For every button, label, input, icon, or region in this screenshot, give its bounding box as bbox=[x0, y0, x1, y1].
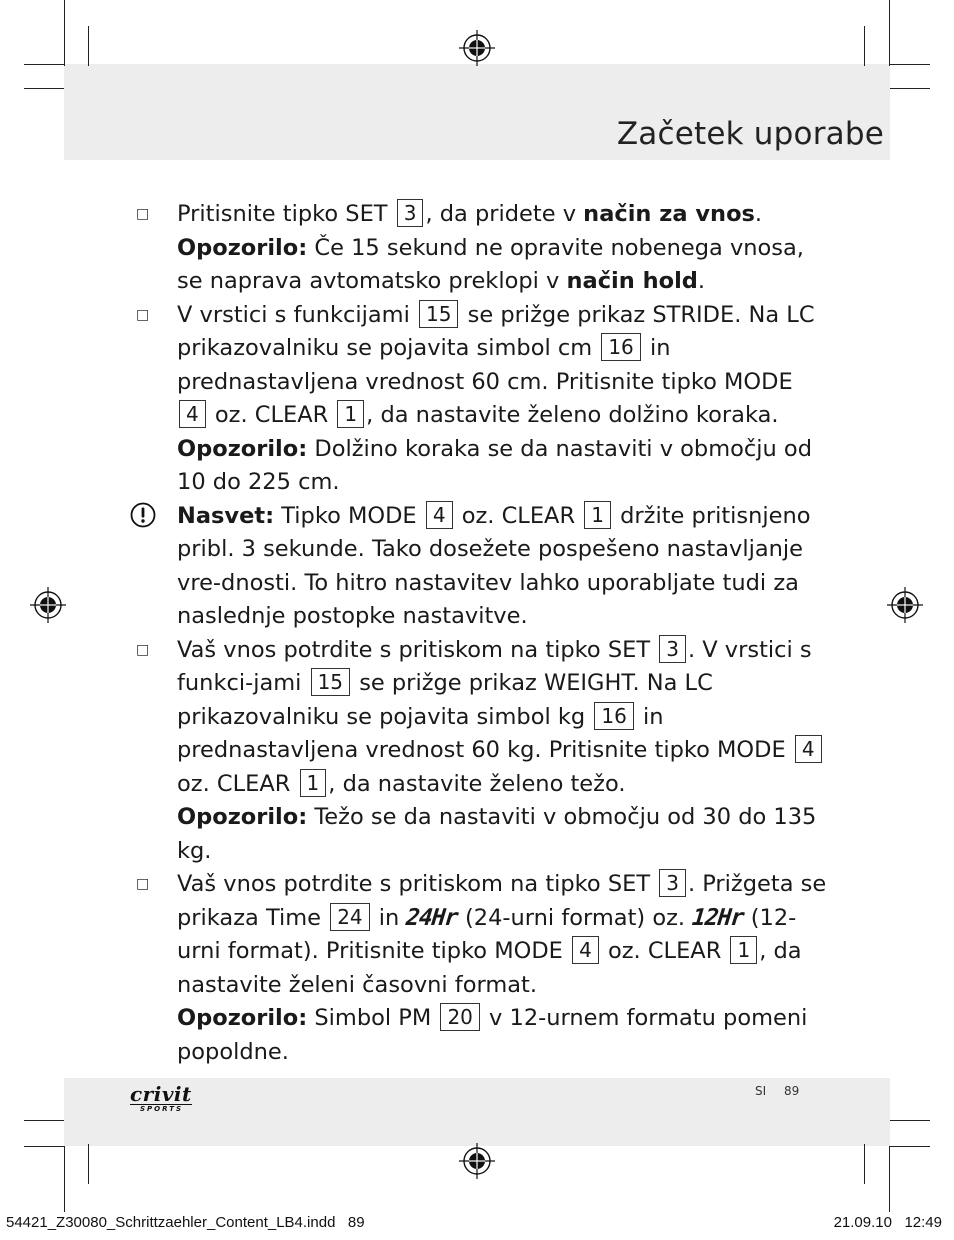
ref-number: 3 bbox=[659, 635, 686, 663]
ref-number: 16 bbox=[594, 702, 633, 730]
page-number: 89 bbox=[784, 1084, 800, 1098]
ref-number: 4 bbox=[795, 735, 822, 763]
ref-number: 4 bbox=[426, 501, 453, 529]
registration-mark-icon bbox=[887, 587, 923, 623]
ref-number: 4 bbox=[179, 400, 206, 428]
crop-mark bbox=[64, 0, 65, 66]
ref-number: 1 bbox=[300, 769, 327, 797]
crop-mark bbox=[88, 26, 89, 66]
registration-mark-icon bbox=[459, 1143, 495, 1179]
ref-number: 3 bbox=[397, 199, 424, 227]
note-label: Opozorilo: bbox=[177, 1005, 308, 1031]
list-item: □ Pritisnite tipko SET 3 , da pridete v način za vnos. Opozorilo: Če 15 sekund ne opravite nobenega vnosa, se naprava avtomatsko preklopi v način hold. bbox=[130, 198, 830, 299]
crop-mark bbox=[88, 1144, 89, 1184]
crop-mark bbox=[24, 1146, 64, 1147]
crop-mark bbox=[864, 1144, 865, 1184]
ref-number: 20 bbox=[440, 1003, 479, 1031]
checkbox-bullet-icon: □ bbox=[136, 641, 150, 658]
language-code: SI bbox=[755, 1084, 767, 1098]
crop-mark bbox=[889, 1146, 890, 1212]
ref-number: 15 bbox=[311, 668, 350, 696]
note-label: Opozorilo: bbox=[177, 435, 308, 462]
registration-mark-icon bbox=[459, 30, 495, 66]
ref-number: 24 bbox=[330, 903, 369, 931]
hint-label: Nasvet: bbox=[177, 502, 275, 529]
ref-number: 3 bbox=[659, 869, 686, 897]
ref-number: 15 bbox=[419, 300, 458, 328]
crop-mark bbox=[24, 1120, 64, 1121]
date-slug: 21.09.10 12:49 bbox=[833, 1214, 942, 1231]
crop-mark bbox=[64, 1146, 65, 1212]
checkbox-bullet-icon: □ bbox=[136, 206, 150, 222]
crop-mark bbox=[24, 88, 64, 89]
crop-mark bbox=[890, 1120, 930, 1121]
crop-mark bbox=[864, 26, 865, 66]
instruction-list bbox=[130, 198, 830, 1069]
crop-mark bbox=[890, 64, 930, 65]
brand-logo bbox=[130, 1082, 192, 1113]
file-slug: 54421_Z30080_Schrittzaehler_Content_LB4.indd 89 bbox=[6, 1214, 365, 1231]
checkbox-bullet-icon: □ bbox=[136, 876, 150, 892]
brand-sub: SPORTS bbox=[130, 1104, 192, 1113]
exclamation-circle-icon bbox=[130, 502, 156, 528]
checkbox-bullet-icon: □ bbox=[136, 306, 150, 323]
ref-number: 1 bbox=[337, 400, 364, 428]
registration-mark-icon bbox=[30, 587, 66, 623]
note-label: Opozorilo: bbox=[177, 234, 308, 261]
crop-mark bbox=[24, 64, 64, 65]
lcd-symbol-12hr: 12Hr bbox=[690, 904, 746, 931]
crop-mark bbox=[889, 0, 890, 66]
crop-mark bbox=[890, 1146, 930, 1147]
note-label: Opozorilo: bbox=[177, 804, 308, 830]
crop-mark bbox=[890, 88, 930, 89]
list-item: □ V vrstici s funkcijami 15 se prižge prikaz STRIDE. Na LC prikazovalniku se pojavita simbol cm 16 in prednastavljena vrednost 60 cm. Pritisnite tipko MODE 4 oz. CLEAR 1 , da nastavite želeno dolžino koraka. Opozorilo: Dolžino koraka se da nastaviti v območju od 10 do 225 cm. bbox=[130, 299, 830, 500]
list-item: □ Vaš vnos potrdite s pritiskom na tipko SET 3 . Prižgeta se prikaza Time 24 in 24Hr (24-urni format) oz. 12Hr (12-urni format). Pritisnite tipko MODE 4 oz. CLEAR 1 , da nastavite želeni časovni format. Opozorilo: Simbol PM 20 v 12-urnem formatu pomeni popoldne. bbox=[130, 868, 830, 1069]
brand-name: crivit bbox=[130, 1082, 192, 1106]
page-title: Začetek uporabe bbox=[616, 116, 884, 152]
ref-number: 4 bbox=[572, 936, 599, 964]
list-item: □ Vaš vnos potrdite s pritiskom na tipko SET 3 . V vrstici s funkci-jami 15 se prižge prikaz WEIGHT. Na LC prikazovalniku se pojavita simbol kg 16 in prednastavljena vrednost 60 kg. Pritisnite tipko MODE 4 oz. CLEAR 1 , da nastavite želeno težo. Opozorilo: Težo se da nastaviti v območju od 30 do 135 kg. bbox=[130, 634, 830, 869]
ref-number: 1 bbox=[730, 936, 757, 964]
ref-number: 1 bbox=[584, 501, 611, 529]
lcd-symbol-24hr: 24Hr bbox=[405, 904, 460, 931]
hint-item: Nasvet: Tipko MODE 4 oz. CLEAR 1 držite pritisnjeno pribl. 3 sekunde. Tako dosežete pospešeno nastavljanje vre-dnosti. To hitro nastavitev lahko uporabljate tudi za naslednje postopke nastavitve. bbox=[130, 500, 830, 634]
ref-number: 16 bbox=[601, 333, 640, 361]
